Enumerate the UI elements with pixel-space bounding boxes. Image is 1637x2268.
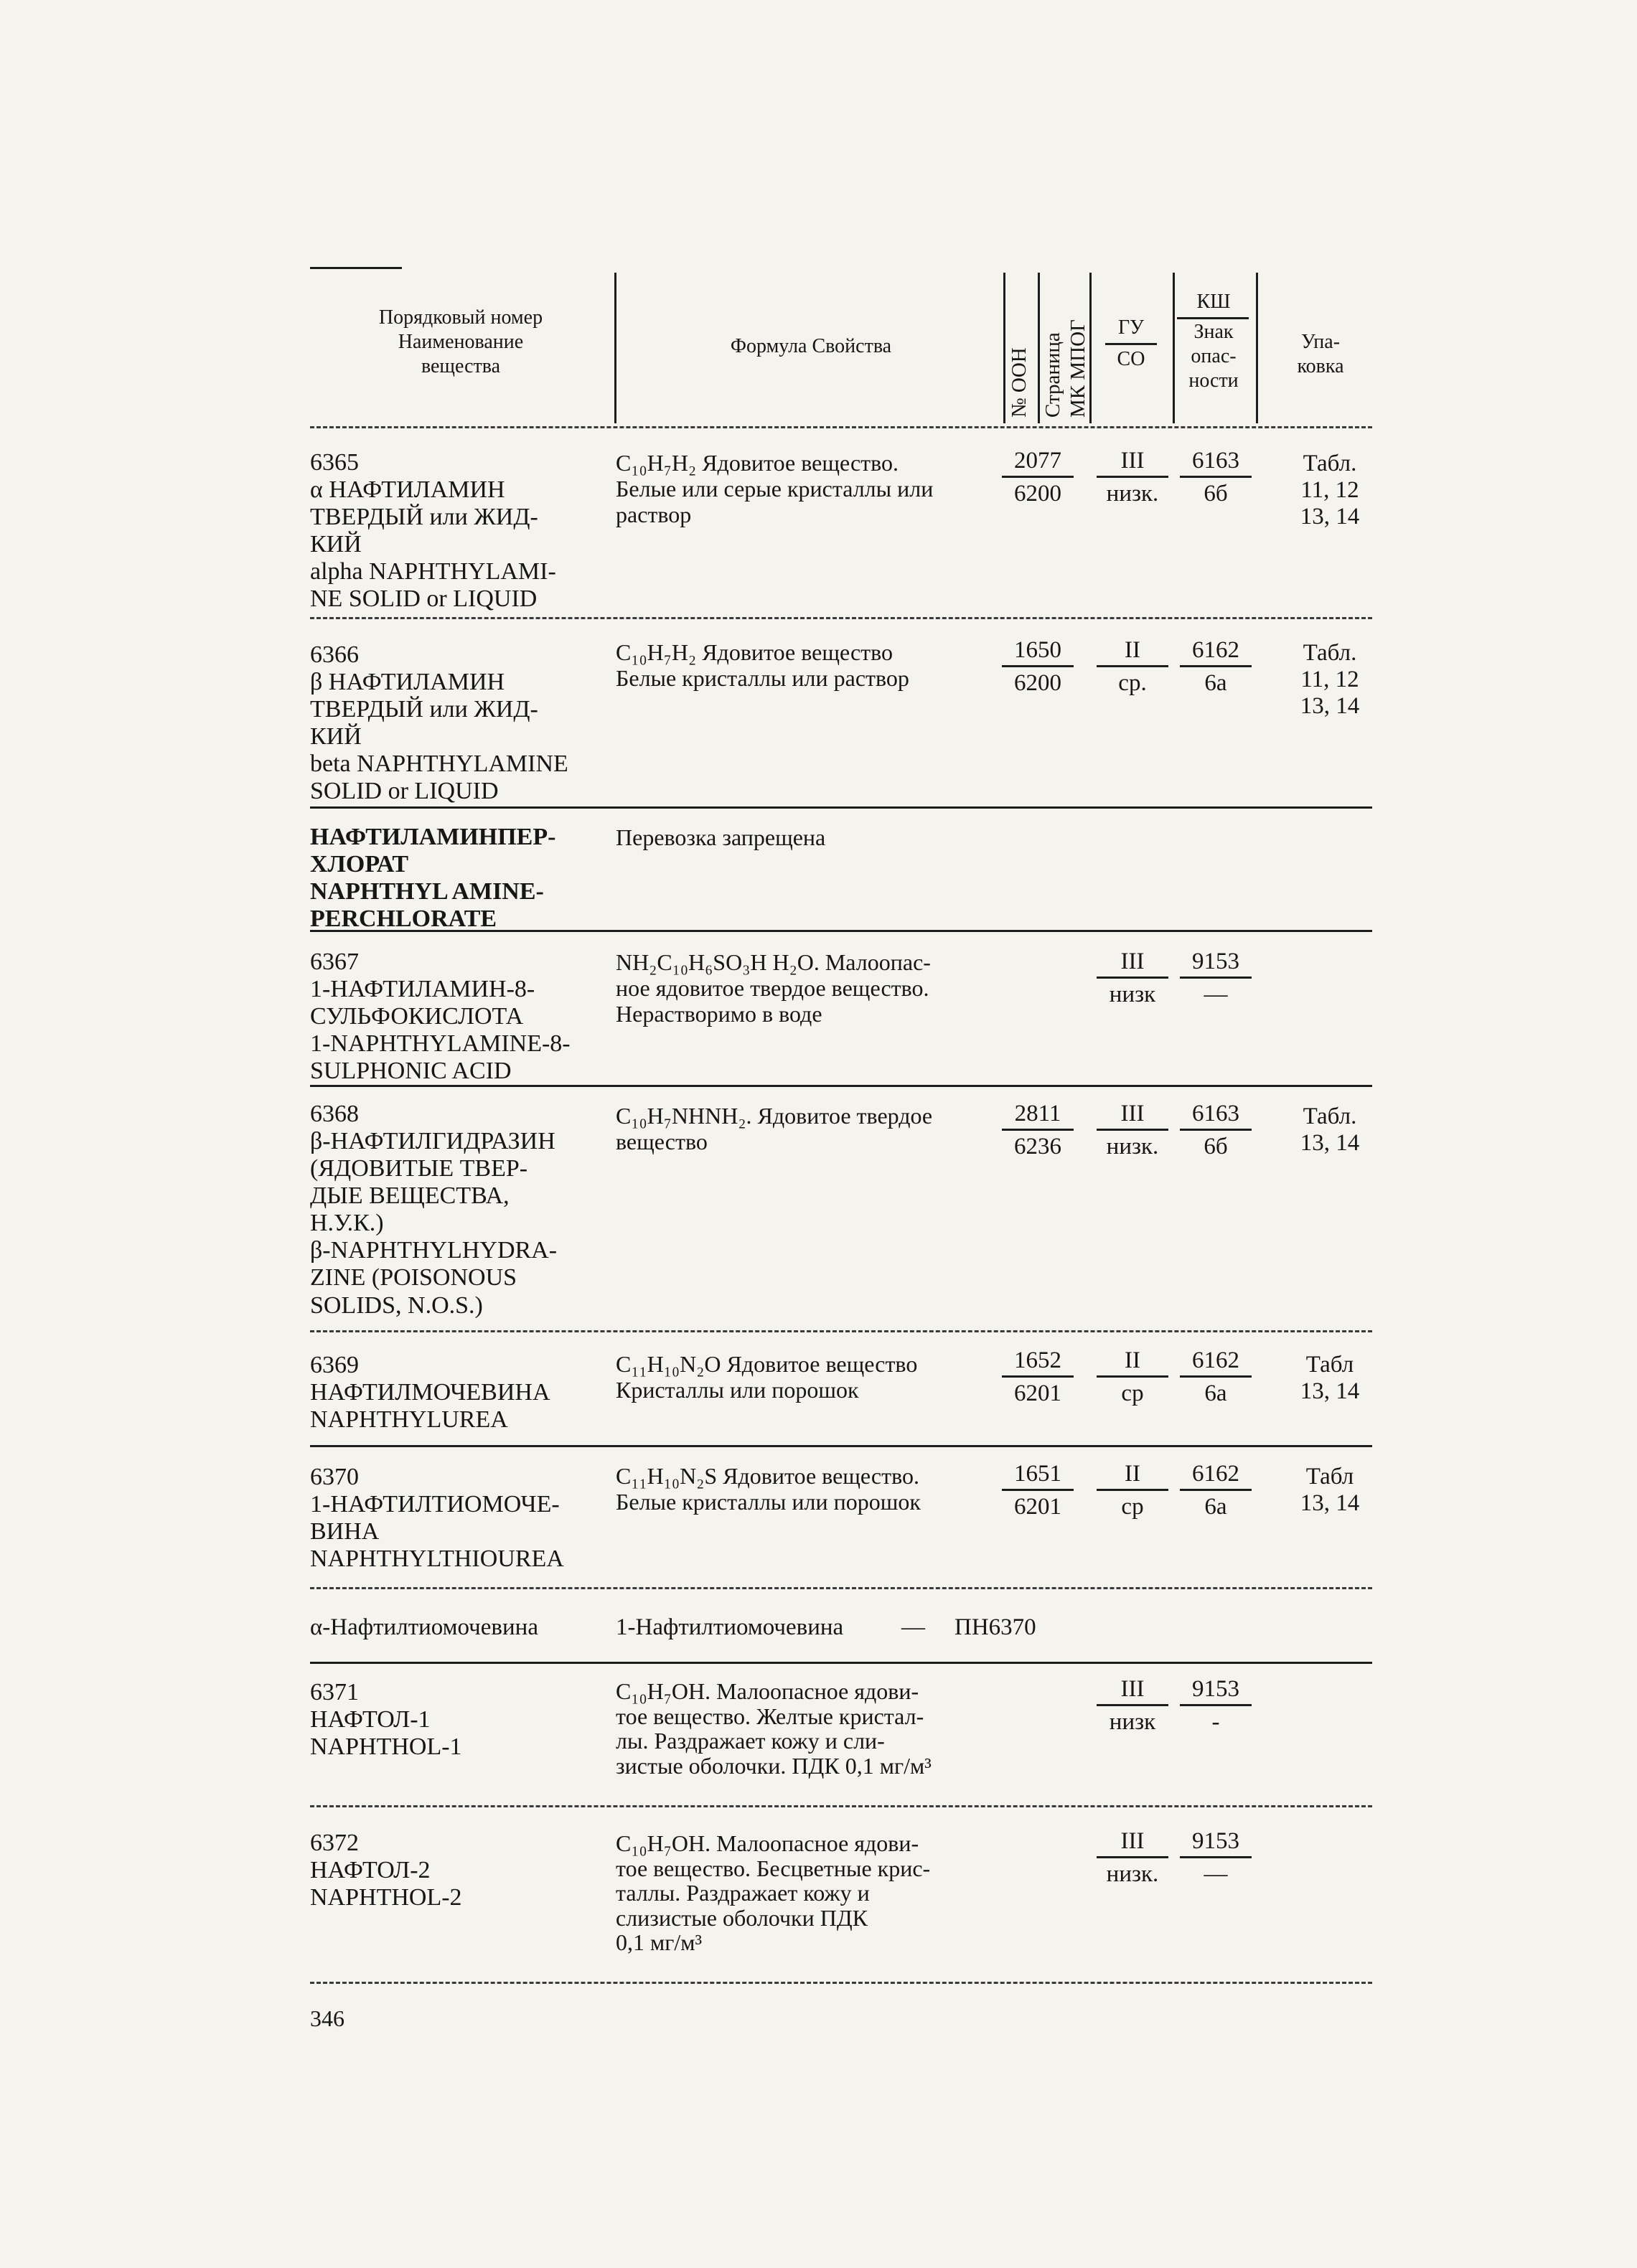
header-divider-4 [1089,273,1092,423]
rule-after-6367 [310,1085,1372,1087]
entry-6367-name: 6367 1-НАФТИЛАМИН-8- СУЛЬФОКИСЛОТА 1-NAPHTHYLAMINE-8- SULPHONIC ACID [310,949,571,1085]
entry-6368-name: 6368 β-НАФТИЛГИДРАЗИН (ЯДОВИТЫЕ ТВЕР- ДЫЕ ВЕЩЕСТВА, Н.У.К.) β-NAPHTHYLHYDRA- ZINE (POISONOUS SOLIDS, N.O.S.) [310,1101,558,1319]
header-pack: Упа- ковка [1297,331,1344,378]
entry-6368-gu: III [1097,1101,1168,1131]
entry-6368-un-page [1002,1101,1074,1160]
header-ksh-rule [1177,317,1249,319]
entry-6367-gu: III [1097,949,1168,979]
entry-6372-gu-co [1097,1828,1168,1888]
entry-6370-ksh: 6162 [1180,1461,1252,1491]
entry-6371-props: C₁₀H₇OH. Малоопасное ядови- тое вещество. Желтые кристал- лы. Раздражает кожу и сли- зистые оболочки. ПДК 0,1 мг/м³ [616,1678,932,1779]
entry-6370-un-page [1002,1461,1074,1520]
header-ksh: КШ [1196,291,1231,313]
entry-6369-gu-co [1097,1347,1168,1407]
entry-6372-ksh: 9153 [1180,1828,1252,1858]
entry-6368-page: 6236 [1014,1134,1061,1159]
entry-6372-sign: — [1204,1861,1228,1887]
entry-6368-sign: 6б [1204,1134,1228,1159]
entry-6370-un: 1651 [1002,1461,1074,1491]
entry-6369-sign: 6а [1204,1380,1227,1406]
entry-6369-ksh-sign [1180,1347,1252,1407]
header-top-rule [310,267,402,269]
entry-6366-props: C₁₀H₇H₂ Ядовитое вещество Белые кристаллы или раствор [616,639,909,691]
entry-6369-page: 6201 [1014,1380,1061,1406]
entry-6369-name: 6369 НАФТИЛМОЧЕВИНА NAPHTHYLUREA [310,1352,550,1434]
header-gu: ГУ [1117,316,1144,339]
entry-6365-un: 2077 [1002,448,1074,478]
entry-perchlorate-props: Перевозка запрещена [616,824,826,850]
header-gu-rule [1105,343,1157,345]
entry-6365-ksh: 6163 [1180,448,1252,478]
entry-6366-un: 1650 [1002,637,1074,667]
entry-6368-ksh-sign [1180,1101,1252,1160]
entry-6366-ksh: 6162 [1180,637,1252,667]
entry-6369-co: ср [1121,1380,1144,1406]
entry-6370-ksh-sign [1180,1461,1252,1520]
rule-after-6369 [310,1445,1372,1447]
entry-6369-un-page [1002,1347,1074,1407]
entry-6369-ksh: 6162 [1180,1347,1252,1378]
header-col-page: Страница МК МПОГ [1041,319,1089,418]
entry-6365-ksh-sign [1180,448,1252,507]
entry-6365-gu-co [1097,448,1168,507]
header-col-un: № ООН [1008,347,1031,418]
entry-6366-pack: Табл. 11, 12 13, 14 [1300,640,1360,719]
entry-6365-co: низк. [1106,481,1159,507]
entry-6365-name: 6365 α НАФТИЛАМИН ТВЕРДЫЙ или ЖИД- КИЙ alpha NAPHTHYLAMI- NE SOLID or LIQUID [310,449,556,613]
entry-6368-ksh: 6163 [1180,1101,1252,1131]
entry-6371-ksh-sign [1180,1676,1252,1736]
entry-6370-sign: 6а [1204,1494,1227,1520]
crossref-number: ПН6370 [954,1614,1036,1640]
entry-6371-co: низк [1109,1709,1156,1735]
entry-6372-ksh-sign [1180,1828,1252,1888]
entry-6372-co: низк. [1106,1861,1159,1887]
entry-6371-gu: III [1097,1676,1168,1706]
rule-after-6365 [310,617,1372,619]
entry-6369-gu: II [1097,1347,1168,1378]
entry-6366-sign: 6а [1204,670,1227,696]
entry-6372-props: C₁₀H₇OH. Малоопасное ядови- тое вещество. Бесцветные крис- таллы. Раздражает кожу и слизистые оболочки ПДК 0,1 мг/м³ [616,1830,931,1956]
entry-6368-pack: Табл. 13, 14 [1300,1104,1360,1156]
header-divider-6 [1256,273,1258,423]
header-divider-2 [1003,273,1005,423]
entry-6371-gu-co [1097,1676,1168,1736]
entry-6369-props: C₁₁H₁₀N₂O Ядовитое вещество Кристаллы или порошок [616,1351,918,1403]
entry-6368-co: низк. [1106,1134,1159,1159]
entry-6367-co: низк [1109,982,1156,1007]
entry-6370-co: ср [1121,1494,1144,1520]
entry-6366-co: ср. [1118,670,1147,696]
entry-6368-un: 2811 [1002,1101,1074,1131]
entry-6367-gu-co [1097,949,1168,1008]
entry-6369-pack: Табл 13, 14 [1300,1352,1360,1404]
entry-6367-ksh-sign [1180,949,1252,1008]
entry-6365-un-page [1002,448,1074,507]
entry-6367-props: NH₂C₁₀H₆SO₃H H₂O. Малоопас- ное ядовитое твердое вещество. Нерастворимо в воде [616,949,931,1027]
entry-6370-pack: Табл 13, 14 [1300,1464,1360,1516]
entry-6365-gu: III [1097,448,1168,478]
entry-6370-props: C₁₁H₁₀N₂S Ядовитое вещество. Белые кристаллы или порошок [616,1463,921,1515]
entry-6369-un: 1652 [1002,1347,1074,1378]
entry-6366-un-page [1002,637,1074,697]
entry-6365-pack: Табл. 11, 12 13, 14 [1300,451,1360,530]
crossref-synonym: α-Нафтилтиомочевина [310,1614,538,1640]
rule-after-crossref [310,1662,1372,1664]
header-col-name: Порядковый номер Наименование вещества [378,306,543,378]
rule-after-6368 [310,1330,1372,1332]
entry-6366-name: 6366 β НАФТИЛАМИН ТВЕРДЫЙ или ЖИД- КИЙ beta NAPHTHYLAMINE SOLID or LIQUID [310,641,568,805]
entry-6368-gu-co [1097,1101,1168,1160]
entry-6367-sign: — [1204,982,1228,1007]
rule-after-6371 [310,1805,1372,1807]
entry-6367-ksh: 9153 [1180,949,1252,979]
entry-6370-gu: II [1097,1461,1168,1491]
entry-6366-ksh-sign [1180,637,1252,697]
header-divider-3 [1038,273,1040,423]
entry-6366-page: 6200 [1014,670,1061,696]
entry-6371-ksh: 9153 [1180,1676,1252,1706]
entry-6371-name: 6371 НАФТОЛ-1 NAPHTHOL-1 [310,1679,462,1761]
rule-after-6372 [310,1982,1372,1984]
entry-6365-props: C₁₀H₇H₂ Ядовитое вещество. Белые или серые кристаллы или раствор [616,450,934,527]
header-divider-1 [614,273,616,423]
entry-6366-gu-co [1097,637,1168,697]
rule-after-perchlorate [310,930,1372,932]
header-sign: Знак опас- ности [1188,321,1239,392]
crossref-dash: — [901,1614,925,1640]
entry-6372-gu: III [1097,1828,1168,1858]
entry-6370-gu-co [1097,1461,1168,1520]
entry-6371-sign: - [1211,1709,1220,1735]
entry-6370-name: 6370 1-НАФТИЛТИОМОЧЕ- ВИНА NAPHTHYLTHIOUREA [310,1464,564,1573]
entry-6368-props: C₁₀H₇NHNH₂. Ядовитое твердое вещество [616,1103,933,1154]
entry-6365-sign: 6б [1204,481,1228,507]
entry-6372-name: 6372 НАФТОЛ-2 NAPHTHOL-2 [310,1830,462,1911]
header-col-props: Формула Свойства [730,335,892,357]
header-co: СО [1117,348,1145,370]
rule-after-6370 [310,1587,1372,1589]
entry-perchlorate-name: НАФТИЛАМИНПЕР- ХЛОРАТ NAPHTHYL AMINE- PERCHLORATE [310,824,556,933]
rule-after-6366 [310,806,1372,809]
header-bottom-rule [310,426,1372,428]
page-number: 346 [310,2005,344,2031]
entry-6370-page: 6201 [1014,1494,1061,1520]
entry-6366-gu: II [1097,637,1168,667]
crossref-target-name: 1-Нафтилтиомочевина [616,1614,844,1640]
entry-6365-page: 6200 [1014,481,1061,507]
